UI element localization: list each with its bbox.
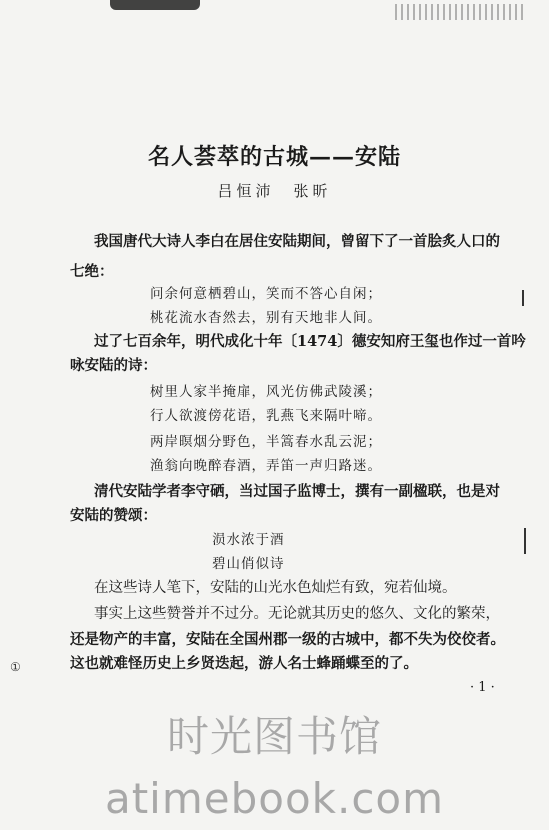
paragraph-line: 过了七百余年，明代成化十年〔1474〕德安知府王玺也作过一首吟 <box>94 333 526 350</box>
poem-line: 问余何意栖碧山，笑而不答心自闲； <box>150 286 382 302</box>
margin-mark-left: ① <box>10 660 21 674</box>
paragraph-line: 事实上这些赞誉并不过分。无论就其历史的悠久、文化的繁荣， <box>94 606 500 622</box>
margin-tick <box>524 528 526 554</box>
poem-line: 桃花流水杳然去，别有天地非人间。 <box>150 310 382 326</box>
paragraph-line: 咏安陆的诗： <box>70 357 157 374</box>
poem-line: 两岸暝烟分野色，半篙春水乱云泥； <box>150 434 382 450</box>
paragraph-line: 我国唐代大诗人李白在居住安陆期间，曾留下了一首脍炙人口的 <box>94 233 500 250</box>
paragraph-line: 安陆的赞颂： <box>70 507 157 524</box>
poem-line: 树里人家半掩扉，风光仿佛武陵溪； <box>150 384 382 400</box>
paragraph-line: 七绝： <box>70 263 114 280</box>
paragraph-line: 在这些诗人笔下，安陆的山光水色灿烂有致，宛若仙境。 <box>94 580 457 596</box>
page-number: · 1 · <box>470 680 495 695</box>
poem-line: 行人欲渡傍花语，乳燕飞来隔叶啼。 <box>150 408 382 424</box>
scan-smudge <box>110 0 200 10</box>
paragraph-line: 还是物产的丰富，安陆在全国州郡一级的古城中，都不失为佼佼者。 <box>70 631 505 648</box>
watermark-text: 时光图书馆atimebook.com <box>104 712 445 823</box>
couplet-line: 碧山俏似诗 <box>212 556 285 572</box>
margin-tick <box>522 290 524 306</box>
couplet-line: 涢水浓于酒 <box>212 532 285 548</box>
article-authors: 吕恒沛 张昕 <box>217 182 332 200</box>
paragraph-line: 这也就难怪历史上乡贤迭起，游人名士蜂踊蝶至的了。 <box>70 655 418 672</box>
scan-noise <box>395 4 525 20</box>
poem-line: 渔翁向晚醉春酒，弄笛一声归路迷。 <box>150 458 382 474</box>
paragraph-line: 清代安陆学者李守硒，当过国子监博士，撰有一副楹联，也是对 <box>94 483 500 500</box>
article-title: 名人荟萃的古城——安陆 <box>147 144 401 170</box>
